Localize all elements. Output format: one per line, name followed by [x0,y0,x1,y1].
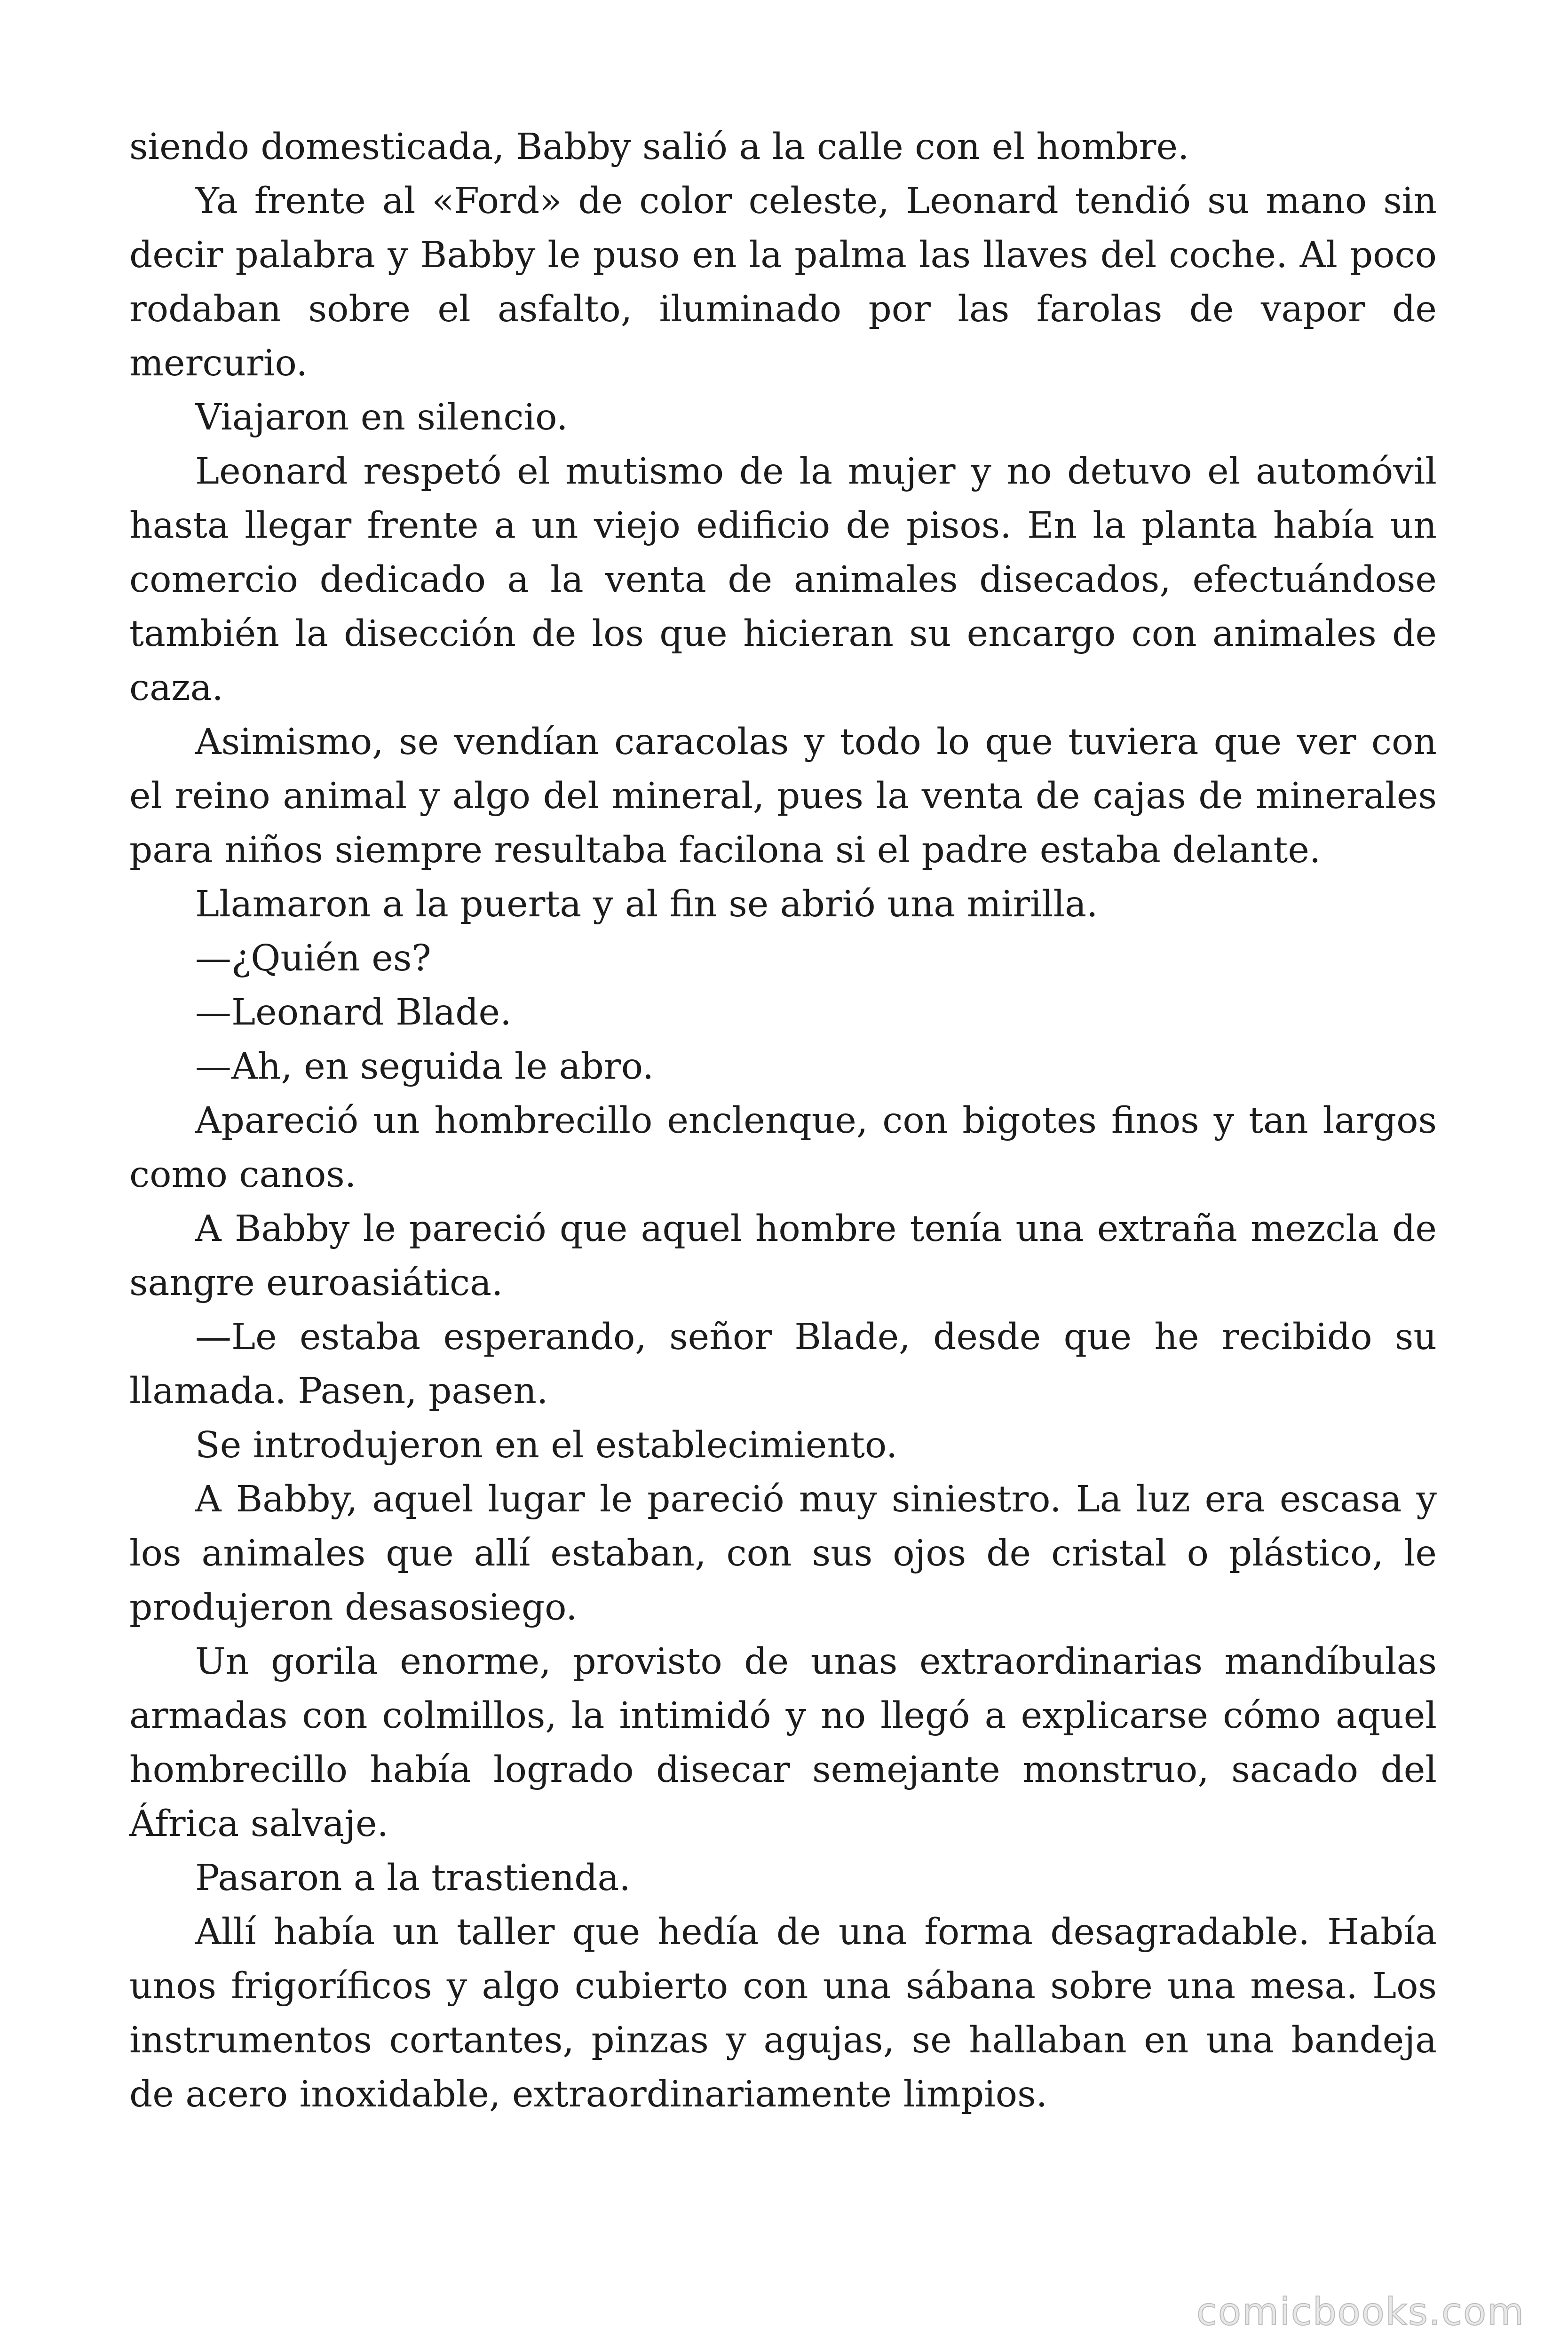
page-body [129,120,1437,2122]
paragraph: Leonard respetó el mutismo de la mujer y no detuvo el automóvil hasta llegar frente a un viejo edificio de pisos. En la planta había un comercio dedicado a la venta de animales disecados, efectuándose también la disección de los que hicieran su encargo con animales de caza. [129,451,1437,709]
paragraph: Ya frente al «Ford» de color celeste, Leonard tendió su mano sin decir palabra y Babby le puso en la palma las llaves del coche. Al poco rodaban sobre el asfalto, iluminado por las farolas de vapor de mercurio. [129,180,1437,384]
paragraph: Un gorila enorme, provisto de unas extraordinarias mandíbulas armadas con colmillos, la intimidó y no llegó a explicarse cómo aquel hombrecillo había logrado disecar semejante monstruo, sacado del África salvaje. [129,1641,1437,1845]
paragraph: Allí había un taller que hedía de una forma desagradable. Había unos frigoríficos y algo cubierto con una sábana sobre una mesa. Los instrumentos cortantes, pinzas y agujas, se hallaban en una bandeja de acero inoxidable, extraordinariamente limpios. [129,1911,1437,2115]
dialogue-line: —Le estaba esperando, señor Blade, desde que he recibido su llamada. Pasen, pasen. [129,1316,1437,1412]
paragraph: Asimismo, se vendían caracolas y todo lo que tuviera que ver con el reino animal y algo del mineral, pues la venta de cajas de minerales para niños siempre resultaba facilona si el padre estaba delante. [129,721,1437,871]
dialogue-line: —Leonard Blade. [195,992,512,1033]
paragraph: Llamaron a la puerta y al fin se abrió una mirilla. [195,883,1098,925]
paragraph: Se introdujeron en el establecimiento. [195,1424,898,1466]
dialogue-line: —Ah, en seguida le abro. [195,1046,654,1088]
watermark: comicbooks.com [1196,2290,1525,2334]
paragraph: A Babby le pareció que aquel hombre tenía una extraña mezcla de sangre euroasiática. [129,1208,1437,1304]
paragraph: A Babby, aquel lugar le pareció muy siniestro. La luz era escasa y los animales que allí estaban, con sus ojos de cristal o plástico, le produjeron desasosiego. [129,1478,1437,1629]
dialogue-line: —¿Quién es? [195,938,431,979]
paragraph: Pasaron a la trastienda. [195,1857,631,1899]
paragraph: Viajaron en silencio. [195,397,568,438]
paragraph: Apareció un hombrecillo enclenque, con bigotes finos y tan largos como canos. [129,1100,1437,1196]
paragraph: siendo domesticada, Babby salió a la calle con el hombre. [129,126,1189,168]
